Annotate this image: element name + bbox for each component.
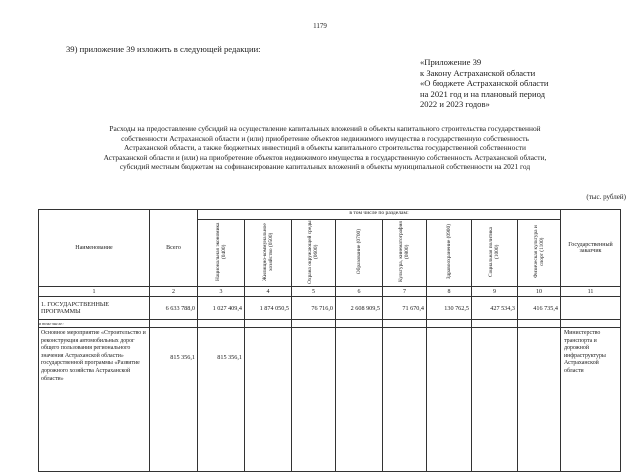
column-number-row [39,287,621,297]
cell-value [245,328,292,472]
column-header-section [472,220,518,287]
units-label: (тыс. рублей) [586,193,626,201]
row-name: 1. ГОСУДАРСТВЕННЫЕ ПРОГРАММЫ [39,297,150,320]
cell-total: 815 356,1 [150,328,198,472]
cell-total [150,320,198,328]
section-label: Охрана окружающей среды (0600) [307,220,320,284]
cell-value [383,328,427,472]
section-label: Культура, кинематография (0800) [398,221,411,283]
cell-value [472,320,518,328]
cell-value [518,320,561,328]
column-group-sections: в том числе по разделам: [198,210,561,220]
appendix-line: 2022 и 2023 годов» [420,99,490,110]
column-header-section [198,220,245,287]
cell-value: 76 716,0 [292,297,336,320]
cell-total: 6 633 788,0 [150,297,198,320]
column-header-section [245,220,292,287]
column-number: 11 [561,287,621,297]
heading-line: собственности Астраханской области и (или) приобретение объектов недвижимого имущества в государственную собственность [121,133,529,143]
cell-customer [561,320,621,328]
cell-value: 71 670,4 [383,297,427,320]
row-name: в том числе: [39,320,150,328]
document-heading [44,124,606,172]
appendix-line: «Приложение 39 [420,57,482,67]
column-header-section [518,220,561,287]
heading-line: Астраханской области, а также бюджетных инвестиций в объекты капитального строительства государственной собственности [124,143,526,152]
cell-value: 130 762,5 [427,297,472,320]
column-header-customer: Государственный заказчик [561,210,621,287]
appendix-reference [420,57,548,110]
column-number: 3 [198,287,245,297]
cell-value [383,320,427,328]
section-label: Социальная политика (1000) [488,227,501,278]
cell-value [427,328,472,472]
appendix-line: к Закону Астраханской области [420,67,536,78]
column-number: 2 [150,287,198,297]
row-name: Основное мероприятие «Строительство и реконструкция автомобильных дорог общего пользования регионального значения Астраханской области» государственной программы «Развитие дорожного хозяйства Астраханской области» [39,328,150,472]
appendix-line: на 2021 год и на плановый период [420,88,545,99]
cell-value [518,328,561,472]
column-number: 4 [245,287,292,297]
cell-value [336,328,383,472]
section-label: Физическая культура и спорт (1100) [532,225,545,279]
column-number: 7 [383,287,427,297]
section-label: Жилищно-коммунальное хозяйство (0500) [261,223,274,281]
cell-value: 815 356,1 [198,328,245,472]
column-number: 10 [518,287,561,297]
cell-value [245,320,292,328]
section-label: Образование (0700) [355,229,362,275]
cell-value [292,320,336,328]
cell-value [198,320,245,328]
cell-value [472,328,518,472]
cell-value: 2 608 909,5 [336,297,383,320]
heading-line: субсидий местным бюджетам на софинансирование капитальных вложений в объекты муниципальной собственности на 2021 год [119,162,531,171]
cell-value: 416 735,4 [518,297,561,320]
column-number: 5 [292,287,336,297]
column-number: 6 [336,287,383,297]
page-number: 1179 [313,22,327,30]
column-header-section [427,220,472,287]
cell-customer: Министерство транспорта и дорожной инфраструктуры Астраханской области [561,328,621,472]
cell-value: 1 027 409,4 [198,297,245,320]
cell-customer [561,297,621,320]
heading-line: Астраханской области и (или) на приобретение объектов недвижимого имущества в государственную собственность Астраханской области, [103,152,547,162]
table-row [39,320,621,328]
column-header-name: Наименование [39,210,150,287]
table-row [39,297,621,320]
table-row [39,328,621,472]
table-header-group-row [39,210,621,220]
column-number: 1 [39,287,150,297]
amendment-instruction: 39) приложение 39 изложить в следующей редакции: [66,44,261,54]
column-number: 9 [472,287,518,297]
column-header-section [292,220,336,287]
appendix-line: «О бюджете Астраханской области [420,78,549,89]
expenditure-table [38,209,621,472]
column-number: 8 [427,287,472,297]
column-header-section [383,220,427,287]
cell-value [336,320,383,328]
cell-value [427,320,472,328]
column-header-section [336,220,383,287]
cell-value: 427 534,3 [472,297,518,320]
section-label: Национальная экономика (0400) [214,222,227,282]
section-label: Здравоохранение (0900) [445,224,452,280]
column-header-total: Всего [150,210,198,287]
cell-value [292,328,336,472]
heading-line: Расходы на предоставление субсидий на осуществление капитальных вложений в объекты капитального строительства государственной [109,124,541,133]
cell-value: 1 874 050,5 [245,297,292,320]
